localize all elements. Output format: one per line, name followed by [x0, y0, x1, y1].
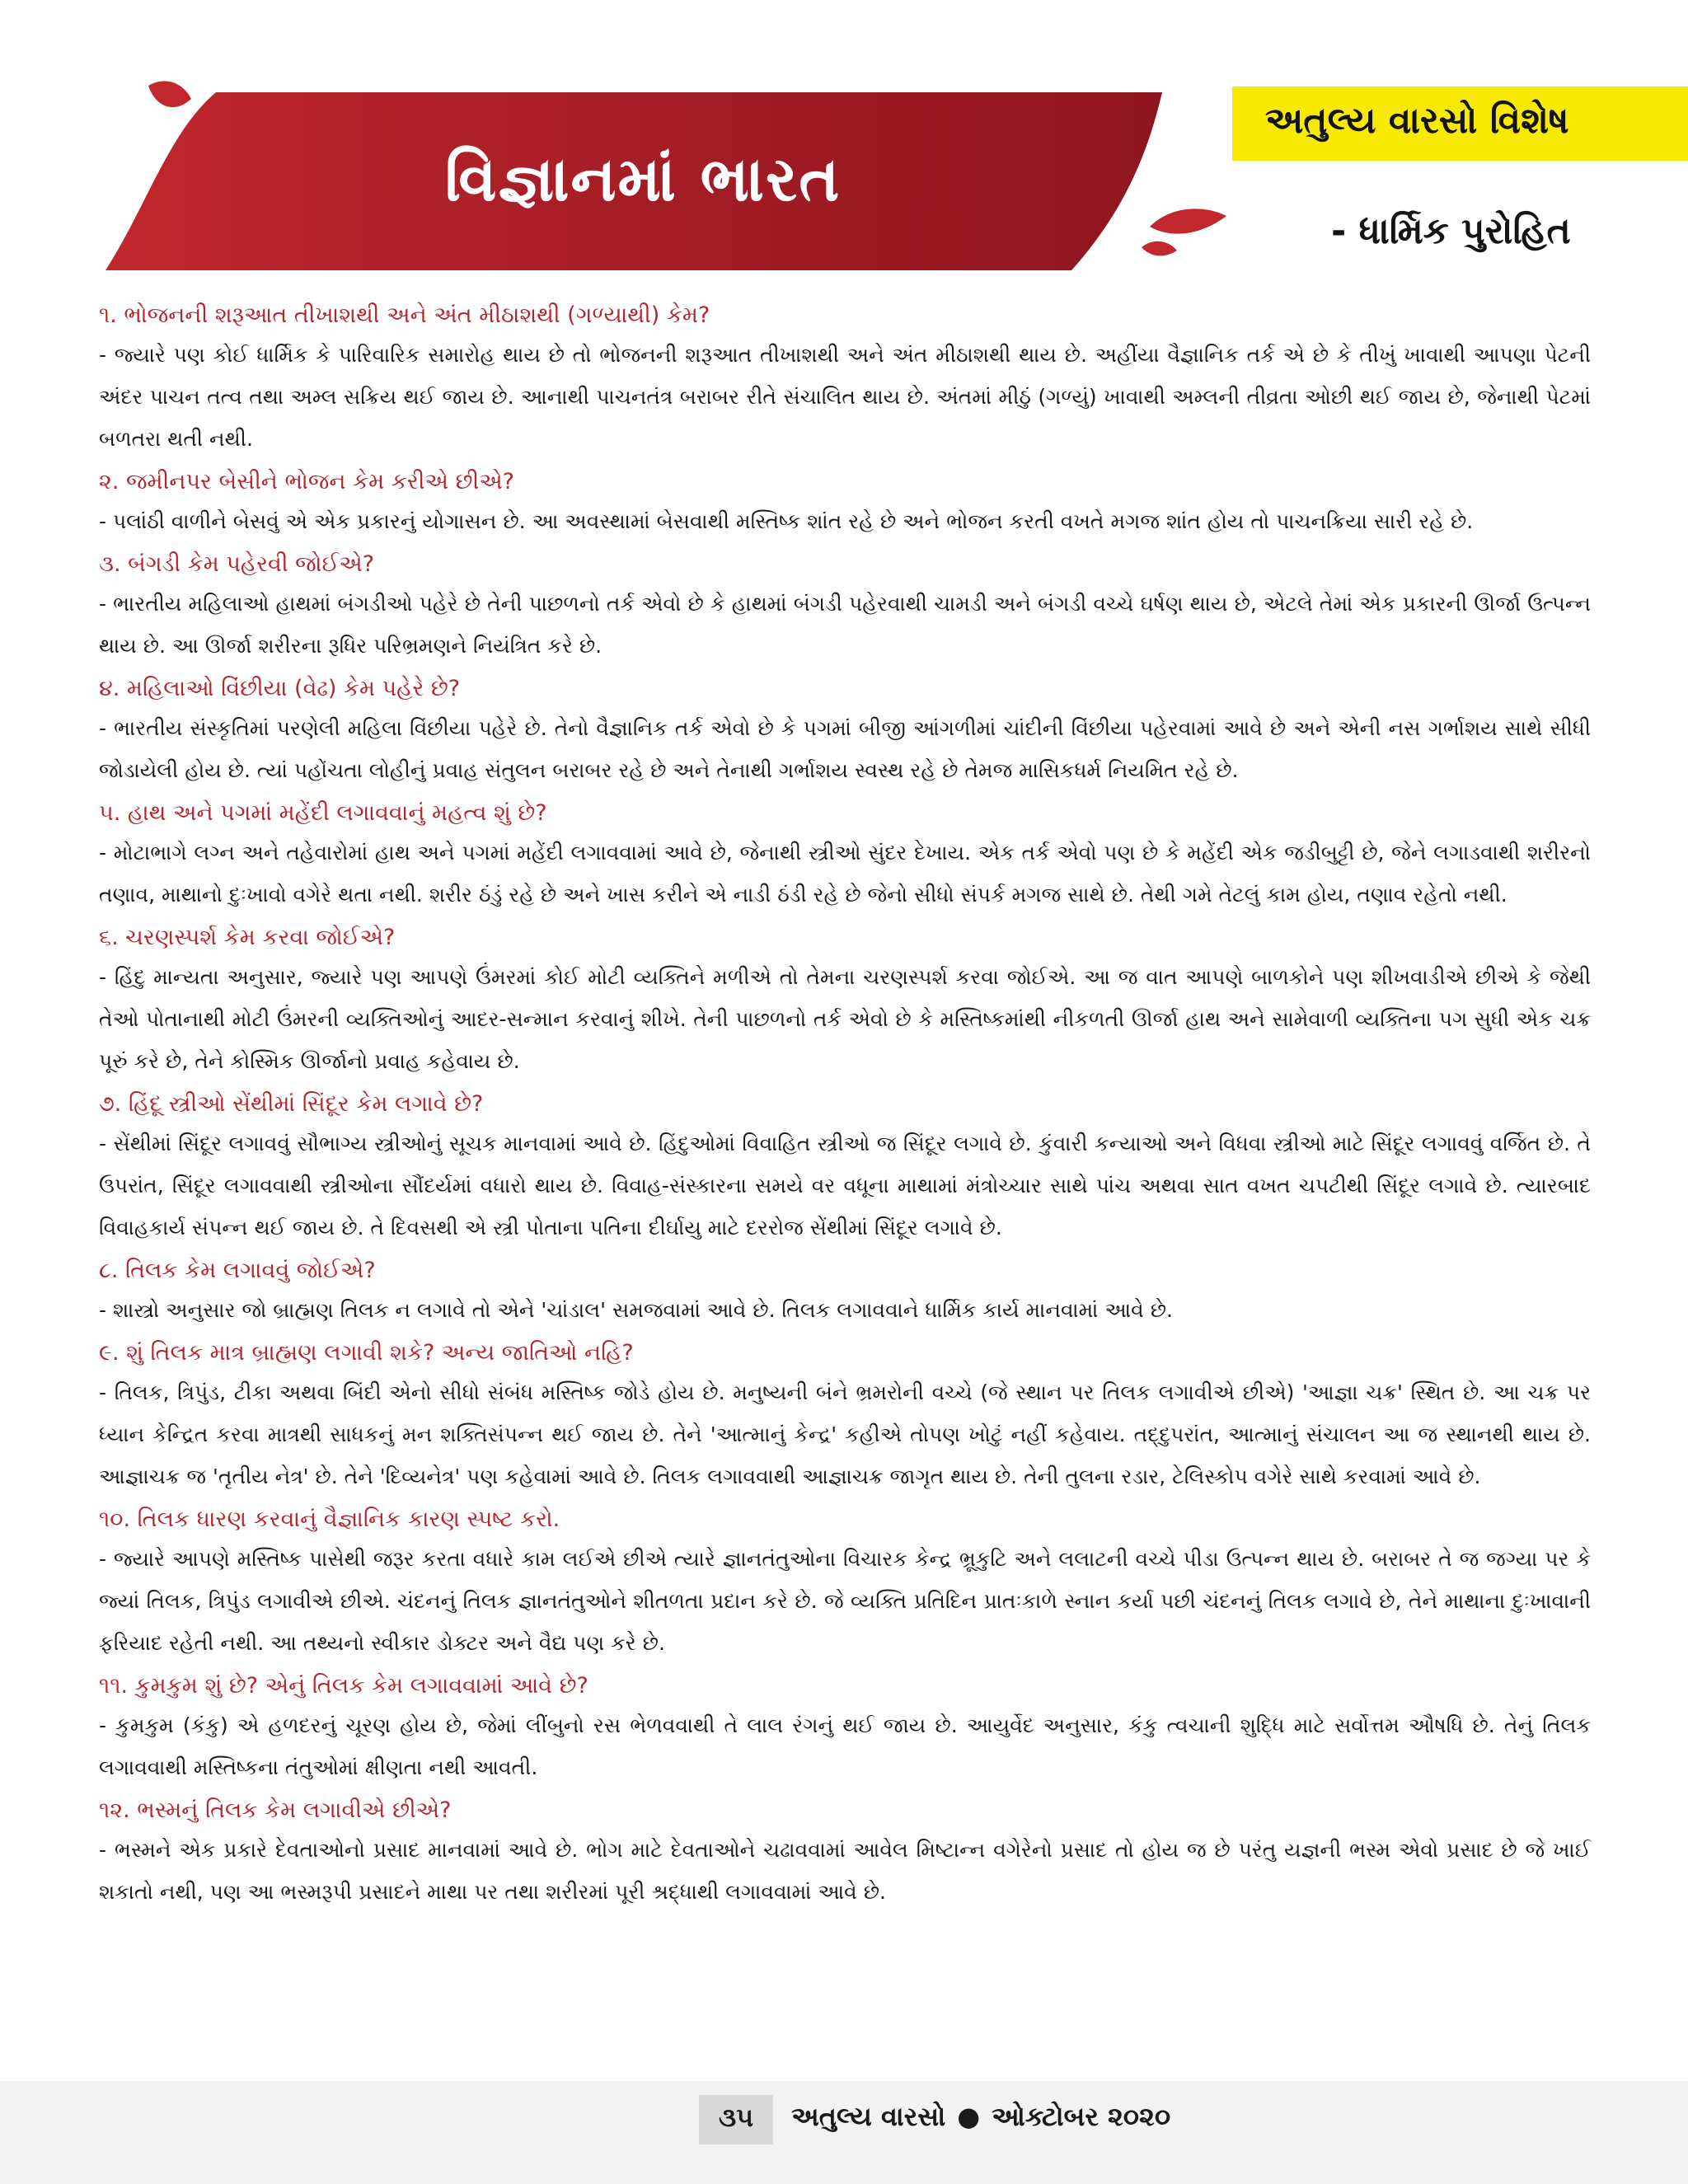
answer-paragraph: - તિલક, ત્રિપુંડ, ટીકા અથવા બિંદી એનો સીધો સંબંધ મસ્તિષ્ક જોડે હોય છે. મનુષ્યની બંને ભ્રમરોની વચ્ચે (જે સ્થાન પર તિલક લગાવીએ છીએ) 'આજ્ઞા ચક્ર' સ્થિત છે. આ ચક્ર પર ધ્યાન કેન્દ્રિત કરવા માત્રથી સાધકનું મન શક્તિસંપન્ન થઈ જાય છે. તેને 'આત્માનું કેન્દ્ર' કહીએ તોપણ ખોટું નહીં કહેવાય. તદ્દુપરાંત, આત્માનું સંચાલન આ જ સ્થાનથી થાય છે. આજ્ઞાચક્ર જ 'તૃતીય નેત્ર' છે. તેને 'દિવ્યનેત્ર' પણ કહેવામાં આવે છે. તિલક લગાવવાથી આજ્ઞાચક્ર જાગૃત થાય છે. તેની તુલના રડાર, ટેલિસ્કોપ વગેરે સાથે કરવામાં આવે છે.	[99, 1380, 1591, 1488]
answer-paragraph: - જ્યારે આપણે મસ્તિષ્ક પાસેથી જરૂર કરતા વધારે કામ લઈએ છીએ ત્યારે જ્ઞાનતંતુઓના વિચારક કેન્દ્ર ભ્રૂકુટિ અને લલાટની વચ્ચે પીડા ઉત્પન્ન થાય છે. બરાબર તે જ જગ્યા પર કે જ્યાં તિલક, ત્રિપુંડ લગાવીએ છીએ. ચંદનનું તિલક જ્ઞાનતંતુઓને શીતળતા પ્રદાન કરે છે. જે વ્યક્તિ પ્રતિદિન પ્રાતઃકાળે સ્નાન કર્યા પછી ચંદનનું તિલક લગાવે છે, તેને માથાના દુઃખાવાની ફરિયાદ રહેતી નથી. આ તથ્યનો સ્વીકાર ડોક્ટર અને વૈદ્ય પણ કરે છે.	[99, 1547, 1591, 1655]
answer-paragraph: - હિંદુ માન્યતા અનુસાર, જ્યારે પણ આપણે ઉંમરમાં કોઈ મોટી વ્યક્તિને મળીએ તો તેમના ચરણસ્પર્શ કરવા જોઈએ. આ જ વાત આપણે બાળકોને પણ શીખવાડીએ છીએ કે જેથી તેઓ પોતાનાથી મોટી ઉંમરની વ્યક્તિઓનું આદર-સન્માન કરવાનું શીખે. તેની પાછળનો તર્ક એવો છે કે મસ્તિષ્કમાંથી નીકળતી ઊર્જા હાથ અને સામેવાળી વ્યક્તિના પગ સુધી એક ચક્ર પૂરું કરે છે, તેને કોસ્મિક ઊર્જાનો પ્રવાહ કહેવાય છે.	[99, 965, 1591, 1073]
question-heading: ૭. હિંદૂ સ્ત્રીઓ સેંથીમાં સિંદૂર કેમ લગાવે છે?	[99, 1091, 484, 1117]
question-heading: ૮. તિલક કેમ લગાવવું જોઈએ?	[99, 1258, 376, 1283]
leaf-decoration-right-top	[1150, 209, 1226, 233]
answer-paragraph: - ભારતીય મહિલાઓ હાથમાં બંગડીઓ પહેરે છે તેની પાછળનો તર્ક એવો છે કે હાથમાં બંગડી પહેરવાથી ચામડી અને બંગડી વચ્ચે ઘર્ષણ થાય છે, એટલે તેમાં એક પ્રકારની ઊર્જા ઉત્પન્ન થાય છે. આ ઊર્જા શરીરના રૂધિર પરિભ્રમણને નિયંત્રિત કરે છે.	[99, 592, 1591, 658]
question-heading: ૯. શું તિલક માત્ર બ્રાહ્મણ લગાવી શકે? અન્ય જાતિઓ નહિ?	[99, 1340, 634, 1366]
question-heading: ૬. ચરણસ્પર્શ કેમ કરવા જોઈએ?	[99, 925, 396, 950]
answer-paragraph: - શાસ્ત્રો અનુસાર જો બ્રાહ્મણ તિલક ન લગાવે તો એને 'ચાંડાલ' સમજવામાં આવે છે. તિલક લગાવવાને ધાર્મિક કાર્ય માનવામાં આવે છે.	[99, 1298, 1173, 1322]
magazine-name: અતુલ્ય વારસો	[791, 2101, 946, 2132]
section-tag-label: અતુલ્ય વારસો વિશેષ	[1265, 100, 1569, 142]
article-body	[99, 297, 1591, 1916]
leaf-decoration-left	[148, 81, 191, 107]
qa-item	[99, 919, 1591, 1082]
issue-date: ઓક્ટોબર ૨૦૨૦	[992, 2101, 1171, 2132]
question-heading: ૧૦. તિલક ધારણ કરવાનું વૈજ્ઞાનિક કારણ સ્પષ્ટ કરો.	[99, 1507, 560, 1532]
qa-item	[99, 1085, 1591, 1249]
question-heading: ૨. જમીનપર બેસીને ભોજન કેમ કરીએ છીએ?	[99, 469, 515, 494]
question-heading: ૫. હાથ અને પગમાં મહેંદી લગાવવાનું મહત્વ શું છે?	[99, 800, 547, 826]
header-banner	[0, 0, 1688, 284]
question-heading: ૧૨. ભસ્મનું તિલક કેમ લગાવીએ છીએ?	[99, 1797, 452, 1823]
answer-paragraph: - સેંથીમાં સિંદૂર લગાવવું સૌભાગ્ય સ્ત્રીઓનું સૂચક માનવામાં આવે છે. હિંદુઓમાં વિવાહિત સ્ત્રીઓ જ સિંદૂર લગાવે છે. કુંવારી કન્યાઓ અને વિધવા સ્ત્રીઓ માટે સિંદૂર લગાવવું વર્જિત છે. તે ઉપરાંત, સિંદૂર લગાવવાથી સ્ત્રીઓના સૌંદર્યમાં વધારો થાય છે. વિવાહ-સંસ્કારના સમયે વર વધૂના માથામાં મંત્રોચ્ચાર સાથે પાંચ અથવા સાત વખત ચપટીથી સિંદૂર લગાવે છે. ત્યારબાદ વિવાહકાર્ય સંપન્ન થઈ જાય છે. તે દિવસથી એ સ્ત્રી પોતાના પતિના દીર્ઘાયુ માટે દરરોજ સેંથીમાં સિંદૂર લગાવે છે.	[99, 1132, 1591, 1240]
answer-paragraph: - ભસ્મને એક પ્રકારે દેવતાઓનો પ્રસાદ માનવામાં આવે છે. ભોગ માટે દેવતાઓને ચઢાવવામાં આવેલ મિષ્ટાન્ન વગેરેનો પ્રસાદ તો હોય જ છે પરંતુ યજ્ઞની ભસ્મ એવો પ્રસાદ છે જે ખાઈ શકાતો નથી, પણ આ ભસ્મરૂપી પ્રસાદને માથા પર તથા શરીરમાં પૂરી શ્રદ્ધાથી લગાવવામાં આવે છે.	[99, 1838, 1591, 1904]
qa-item	[99, 1501, 1591, 1664]
qa-item	[99, 670, 1591, 791]
qa-item	[99, 1792, 1591, 1913]
qa-item	[99, 463, 1591, 542]
answer-paragraph: - મોટાભાગે લગ્ન અને તહેવારોમાં હાથ અને પગમાં મહેંદી લગાવવામાં આવે છે, જેનાથી સ્ત્રીઓ સુંદર દેખાય. એક તર્ક એવો પણ છે કે મહેંદી એક જડીબુટ્ટી છે, જેને લગાડવાથી શરીરનો તણાવ, માથાનો દુઃખાવો વગેરે થતા નથી. શરીર ઠંડું રહે છે અને ખાસ કરીને એ નાડી ઠંડી રહે છે જેનો સીધો સંપર્ક મગજ સાથે છે. તેથી ગમે તેટલું કામ હોય, તણાવ રહેતો નથી.	[99, 841, 1591, 907]
answer-paragraph: - ભારતીય સંસ્કૃતિમાં પરણેલી મહિલા વિંછીયા પહેરે છે. તેનો વૈજ્ઞાનિક તર્ક એવો છે કે પગમાં બીજી આંગળીમાં ચાંદીની વિંછીયા પહેરવામાં આવે છે અને એની નસ ગર્ભાશય સાથે સીધી જોડાયેલી હોય છે. ત્યાં પહોંચતા લોહીનું પ્રવાહ સંતુલન બરાબર રહે છે અને તેનાથી ગર્ભાશય સ્વસ્થ રહે છે તેમજ માસિકધર્મ નિયમિત રહે છે.	[99, 716, 1591, 782]
page-number-box	[699, 2095, 773, 2144]
author-byline: - ધાર્મિક પુરોહિત	[1331, 210, 1571, 252]
qa-item	[99, 1252, 1591, 1331]
answer-paragraph: - જ્યારે પણ કોઈ ધાર્મિક કે પારિવારિક સમારોહ થાય છે તો ભોજનની શરૂઆત તીખાશથી અને અંત મીઠાશથી થાય છે. અહીંયા વૈજ્ઞાનિક તર્ક એ છે કે તીખું ખાવાથી આપણા પેટની અંદર પાચન તત્વ તથા અમ્લ સક્રિય થઈ જાય છે. આનાથી પાચનતંત્ર બરાબર રીતે સંચાલિત થાય છે. અંતમાં મીઠું (ગળ્યું) ખાવાથી અમ્લની તીવ્રતા ઓછી થઈ જાય છે, જેનાથી પેટમાં બળતરા થતી નથી.	[99, 343, 1591, 451]
footer-publication-line	[791, 2101, 1170, 2133]
question-heading: ૧. ભોજનની શરૂઆત તીખાશથી અને અંત મીઠાશથી (ગળ્યાથી) કેમ?	[99, 302, 710, 328]
bullet-separator: ●	[957, 2101, 981, 2132]
answer-paragraph: - પલાંઠી વાળીને બેસવું એ એક પ્રકારનું યોગાસન છે. આ અવસ્થામાં બેસવાથી મસ્તિષ્ક શાંત રહે છે અને ભોજન કરતી વખતે મગજ શાંત હોય તો પાચનક્રિયા સારી રહે છે.	[99, 509, 1474, 533]
question-heading: ૧૧. કુમકુમ શું છે? એનું તિલક કેમ લગાવવામાં આવે છે?	[99, 1673, 588, 1699]
page-number: ૩૫	[718, 2102, 754, 2133]
question-heading: ૩. બંગડી કેમ પહેરવી જોઈએ?	[99, 551, 375, 577]
qa-item	[99, 297, 1591, 460]
qa-item	[99, 1334, 1591, 1497]
answer-paragraph: - કુમકુમ (કંકુ) એ હળદરનું ચૂરણ હોય છે, જેમાં લીંબુનો રસ ભેળવવાથી તે લાલ રંગનું થઈ જાય છે. આયુર્વેદ અનુસાર, કંકુ ત્વચાની શુદ્ધિ માટે સર્વોત્તમ ઔષધિ છે. તેનું તિલક લગાવવાથી મસ્તિષ્કના તંતુઓમાં ક્ષીણતા નથી આવતી.	[99, 1713, 1591, 1779]
leaf-decoration-right-bottom	[1142, 241, 1177, 256]
question-heading: ૪. મહિલાઓ વિંછીયા (વેઢ) કેમ પહેરે છે?	[99, 676, 461, 701]
qa-item	[99, 1667, 1591, 1788]
qa-item	[99, 794, 1591, 916]
qa-item	[99, 546, 1591, 667]
section-tag	[1232, 87, 1688, 161]
page-title: વિજ્ઞાનમાં ભારત	[444, 144, 842, 215]
